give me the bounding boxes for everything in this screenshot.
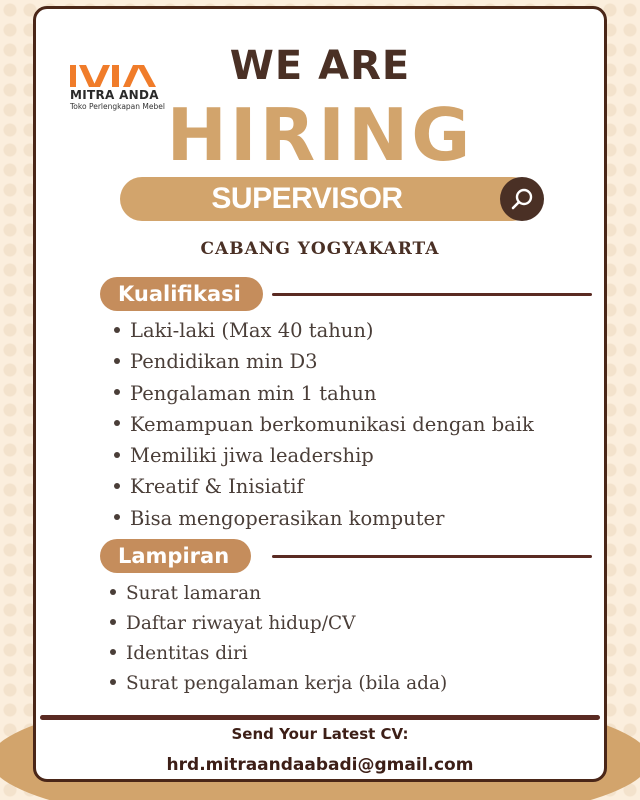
list-item: Identitas diri — [110, 639, 447, 669]
list-item: Pengalaman min 1 tahun — [114, 378, 534, 409]
list-item: Memiliki jiwa leadership — [114, 440, 534, 471]
list-item: Kreatif & Inisiatif — [114, 471, 534, 502]
headline-we-are: WE ARE — [229, 43, 411, 89]
company-name: MITRA ANDA — [70, 88, 159, 102]
search-button — [500, 177, 544, 221]
qualifications-heading: Kualifikasi — [100, 277, 263, 311]
footer-divider — [40, 715, 600, 720]
qualifications-list — [114, 315, 534, 534]
list-item: Laki-laki (Max 40 tahun) — [114, 315, 534, 346]
hiring-poster-card — [33, 6, 607, 782]
list-item: Daftar riwayat hidup/CV — [110, 609, 447, 639]
attachments-list — [110, 579, 447, 699]
attachments-header — [100, 539, 592, 573]
contact-email: hrd.mitraandaabadi@gmail.com — [166, 755, 474, 775]
position-banner — [120, 177, 534, 221]
cv-label: Send Your Latest CV: — [231, 725, 409, 743]
position-title: SUPERVISOR — [211, 182, 403, 215]
attachments-divider — [272, 555, 592, 558]
attachments-heading: Lampiran — [100, 539, 251, 573]
search-icon — [509, 186, 535, 212]
list-item: Surat lamaran — [110, 579, 447, 609]
list-item: Pendidikan min D3 — [114, 346, 534, 377]
list-item: Surat pengalaman kerja (bila ada) — [110, 669, 447, 699]
branch-location: CABANG YOGYAKARTA — [200, 239, 440, 259]
headline-hiring: HIRING — [166, 93, 474, 177]
list-item: Bisa mengoperasikan komputer — [114, 503, 534, 534]
qualifications-divider — [272, 293, 592, 296]
list-item: Kemampuan berkomunikasi dengan baik — [114, 409, 534, 440]
company-tagline: Toko Perlengkapan Mebel — [70, 102, 165, 111]
qualifications-header — [100, 277, 592, 311]
